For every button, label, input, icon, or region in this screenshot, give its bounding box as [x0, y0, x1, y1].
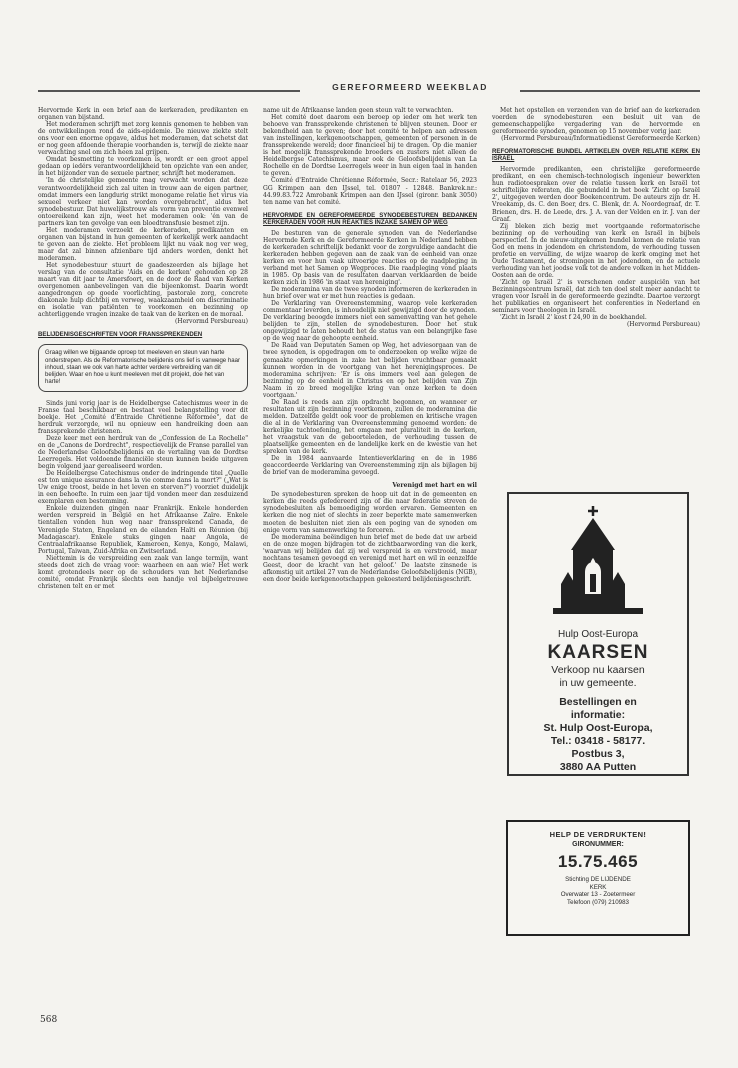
paragraph: Met het opstellen en verzenden van de brief aan de kerkeraden voerden de synodebesturen een besluit uit van de gemeenschappelijke vergadering van de hervormde en gereformeerde synoden, genomen op 15 november vorig jaar.	[492, 107, 700, 136]
paragraph: 'In de christelijke gemeente mag verwacht worden dat deze verantwoordelijkheid zich zal uiten in trouw aan de eigen partner, omdat immers een langdurig strikt monogame relatie het virus via sexueel verkeer niet kan worden overgebracht', aldus het synodebestuur. Dat huwelijkstrouw als vorm van preventie evenwel ontoereikend kan zijn, weet het moderamen ook: 'én van de partners kan ten gevolge van een bloedtransfusie besmet zijn.	[38, 177, 248, 227]
paragraph: Niettemin is de verspreiding een zaak van lange termijn, want steeds doet zich de vraag voor: waarheen en aan wie? Het werk komt grotendeels neer op de schouders van het Nederlandse comité, omdat Frankrijk slechts een handje vol bijbelgetrouwe christenen telt en er met	[38, 554, 248, 590]
ad-title: HELP DE VERDRUKTEN!	[549, 830, 647, 839]
masthead: GEREFORMEERD WEEKBLAD	[300, 82, 520, 92]
boxed-note	[38, 344, 248, 391]
header-rule-left	[38, 90, 300, 92]
paragraph: 'Zicht op Israël 2' is verschenen onder auspiciën van het Bezinningscentrum Israël, dat zich ten doel stelt meer aandacht te vragen voor Israël in de gereformeerde gezindte. Daartoe verzorgt het publikaties en organiseert het conferenties in Nederland en seminars voor theologen in Israël.	[492, 278, 700, 315]
ad-text-line: Bestellingen en	[559, 696, 637, 708]
subheading: Verenigd met hart en wil	[392, 482, 477, 490]
giro-number: 15.75.465	[557, 852, 639, 871]
byline: (Hervormd Persbureau)	[174, 318, 248, 326]
paragraph: Het synodebestuur stuurt de gaadeszeerden als bijlage het verslag van de consultatie 'Aids en de kerken' gehouden op 28 maart van dit jaar te Amersfoort, en de door de Raad van Kerken overgenomen aanbevelingen van die bijeenkomst. Daarin wordt aangedrongen op goede voorlichting, pastorale zorg, concrete diakonale hulp dichtbij en verweg, waakzaamheid om discriminatie en isolatie van patiënten te voorkomen en bezinning op achterliggende vragen inzake de taak van de kerken en de moraal.	[38, 262, 248, 319]
paragraph: name uit de Afrikaanse landen geen steun valt te verwachten.	[263, 107, 454, 114]
article-heading: REFORMATORISCHE BUNDEL ARTIKELEN OVER RELATIE KERK EN ISRAEL	[492, 148, 700, 163]
church-candle-icon	[543, 502, 653, 620]
paragraph: Comité d'Entraide Chrétienne Réformée, Secr.: Ratelaar 56, 2923 GG Krimpen aan den IJssel, tel. 01807 - 12848. Bankrek.nr.: 44.99.83.722 Amrobank Krimpen aan den IJssel (gironr. bank 3050) ten name van het comité.	[263, 177, 477, 206]
column-left	[38, 107, 248, 590]
ad-text-line: Stichting DE LIJDENDE	[565, 876, 631, 883]
page-number: 568	[40, 1015, 58, 1025]
ad-text-line: Overwater 13 - Zoetermeer	[560, 891, 636, 898]
paragraph: De moderamina van de twee synoden informeren de kerkeraden in hun brief over wat er met hun reacties is gedaan.	[263, 286, 477, 301]
paragraph: Omdat besmetting te voorkomen is, wordt er een groot appel gedaan op iedérs verantwoordelijkheid ten opzichte van een ander, in het bijzonder van de sexuele partner, schrijft het moderamen.	[38, 156, 248, 178]
ad-text-line: 3880 AA Putten	[559, 761, 637, 773]
ad-label: GIRONUMMER:	[572, 841, 624, 848]
paragraph: Hervormde predikanten, een christelijke gereformeerde predikant, en een chemisch-technologisch ingenieur bewerkten hun radiotoespraken over de relatie tussen kerk en Israël tot schriftelijke referaten, die gebundeld in het boek 'Zicht op Israël 2', uitgegeven werden door Boekencentrum. De auteurs zijn dr. H. Vreekamp, ds. C. den Boer, drs. C. Blenk, dr. A. Noordegraaf, dr. T. Brienen, drs. H. de Leede, drs. J. A. van der Velden en ir. J. van der Graaf.	[492, 166, 700, 223]
byline: (Hervormd Persbureau)	[626, 321, 700, 329]
column-right	[492, 107, 700, 328]
paragraph: Hervormde Kerk in een brief aan de kerkeraden, predikanten en organen van bijstand.	[38, 107, 248, 122]
ad-phone: Tel.: 03418 - 58177.	[550, 735, 646, 747]
paragraph: De Heidelbergse Catechismus onder de indringende titel „Quelle est ton unique assurance dans la vie comme dans la mort?" („Wat is Uw enige troost, beide in het leven en sterven?") voorziet duidelijk in een behoefte. In ruim een jaar tijd vonden meer dan zesduizend exemplaren een bestemming.	[38, 470, 248, 506]
paragraph: De in 1984 aanvaarde Intentieverklaring en de in 1986 geaccordeerde Verklaring van Overeenstemming zijn als bijlagen bij de brief van de moderamina gevoegd.	[263, 455, 477, 477]
ad-text-line: St. Hulp Oost-Europa,	[543, 722, 653, 734]
ad-text-line: Postbus 3,	[571, 748, 625, 760]
paragraph: De moderamina beëindigen hun brief met de bede dat uw arbeid en de onze mogen bijdragen tot de zichtbaarwording van die kerk, 'waarvan wij belijden dat zij wel verspreid is en verstrooid, maar nochtans tesamen gevoegd en verenigd met hart en wil in eenzelfde Geest, door de kracht van het geloof.' De laatste zinsnede is afkomstig uit artikel 27 van de Nederlandse Geloofsbelijdenis (NGB), een door beide kerkgenootschappen gekoesterd belijdenisgeschrift.	[263, 533, 477, 583]
paragraph: De besturen van de generale synoden van de Nederlandse Hervormde Kerk en de Gereformeerde Kerken in Nederland hebben de kerkeraden schriftelijk bedankt voor de zorgvuldige aandacht die kerkeraden hebben gegeven aan de zaak van de eenheid van onze kerken en voor hun vaak uitvoerige reacties op de raadpleging in verband met het Samen op Wegproces. Die raadpleging vond plaats in 1985. Op basis van de resultaten daarvan verklaarden de beide kerken zich in 1986 'in staat van hereniging'.	[263, 229, 477, 286]
paragraph: Het moderamen schrijft met zorg kennis genomen te hebben van de ontwikkelingen rond de aids-epidemie. De nieuwe ziekte stelt ons voor een enorme opgave, aldus het moderamen, dat schetst dat er nog geen afdoende therapie voorhanden is, terwijl de ziekte naar verwachting snel om zich heen zal grijpen.	[38, 121, 248, 157]
ad-organization: Hulp Oost-Europa	[557, 629, 639, 640]
giro-advertisement	[506, 820, 690, 936]
article-heading: HERVORMDE EN GEREFORMEERDE SYNODEBESTUREN BEDANKEN KERKERADEN VOOR HUN REAKTIES INZAKE SAMEN OP WEG	[263, 211, 477, 226]
boxed-note-text: Graag willen we bijgaande oproep tot meeleven en steun van harte onderstrepen. Als de Reformatorische belijdenis ons lief is vanwege haar inhoud, staan we ook van harte achter verdere verbreiding van dit belijden. Waar en hoe u kunt meeleven met dit projekt, doe het van harte!	[45, 350, 240, 385]
byline: (Hervormd Persbureau/Informatiedienst Gereformeerde Kerken)	[501, 135, 700, 143]
ad-text-line: KERK	[589, 883, 607, 891]
paragraph: 'Zicht in Israël 2' kost f 24,90 in de boekhandel.	[500, 314, 647, 322]
paragraph: De synodebesturen spreken de hoop uit dat in de gemeenten en kerken die reeds gefedereerd zijn of die naar federatie streven de synodebesluiten als bemoediging worden ervaren. Gemeenten en kerken die nog niet of slechts in zeer beperkte mate samenwerken moeten de besluiten niet zien als een poging van de synoden om enige vorm van samenwerking te forceren.	[263, 491, 477, 534]
paragraph: Zij bleken zich bezig met voortgaande reformatorische bezinning op de verhouding van kerk en Israël in bijbels perspectief. In de nieuw-uitgekomen bundel komen de relatie van God en mens in jodendom en christendom, de verhouding tussen profetie en vervulling, de wijze waarop de kerk omging met het Oude Testament, de stromingen in het jodendom, en de actuele verhouding van het joodse volk tot de andere volken in het Midden-Oosten aan de orde.	[492, 222, 700, 279]
ad-title: KAARSEN	[547, 642, 649, 663]
article-heading: BELIJDENISGESCHRIFTEN VOOR FRANSSPREKENDEN	[38, 331, 203, 339]
candles-advertisement	[507, 492, 689, 776]
paragraph: Het moderamen verzoekt de kerkeraden, predikanten en organen van bijstand in hun gemeenten of kerkelijk werk aandacht te geven aan de ziekte. Het probleem lijkt nu vaak nog ver weg, maar dat zal binnen afzienbare tijd anders worden, denkt het moderamen.	[38, 226, 248, 262]
paragraph: De Raad van Deputaten Samen op Weg, het adviesorgaan van de twee synoden, is opgedragen om te onderzoeken op welke wijze de gemaakte opmerkingen in zake het belijden vruchtbaar gemaakt kunnen worden in de voortgang van het herenigingsproces. De moderamina schrijven: 'Er is ons immers veel aan gelegen de bezinning op de eenheid in Christus en op het belijden van Zijn Naam in zo breed mogelijke kring van onze kerken te doen voortgaan.'	[263, 342, 477, 399]
paragraph: Deze keer met een herdruk van de „Confession de La Rochelle" en de „Canons de Dordrecht", respectievelijk de Franse parallel van de Nederlandse Geloofsbelijdenis en de vertaling van de Dordtse Leerregels. Het voldoende financiële steun kunnen beide uitgaven begin volgend jaar gerealiseerd worden.	[38, 434, 248, 471]
paragraph: De Verklaring van Overeenstemming, waarop vele kerkeraden commentaar leverden, is inhoudelijk niet gewijzigd door de synoden. De verklaring beoogde immers niet een samenvatting van het gehele belijden te zijn, stellen de synodebesturen. Door het stuk ongewijzigd te laten behoudt het de status van een belangrijke fase op de weg naar de gehoopte eenheid.	[263, 300, 477, 343]
ad-text-line: in uw gemeente.	[559, 677, 637, 689]
paragraph: Het comité doet daarom een beroep op ieder om het werk ten behoeve van franssprekende christenen te blijven steunen. Door er bekendheid aan te geven; door het comité te helpen aan adressen van instellingen, kerkgenootschappen, gemeenten of personen in de franssprekende wereld; door financieel bij te dragen. Op die manier is het mogelijk franssprekende broeders en zusters niet alleen de Heidelbergse Catechismus, maar ook de Geloofsbelijdenis van La Rochelle en de Dordtse Leerregels weer in hun eigen taal in handen te geven.	[263, 114, 477, 178]
ad-text-line: Verkoop nu kaarsen	[551, 664, 645, 676]
column-middle	[263, 107, 477, 583]
paragraph: De Raad is reeds aan zijn opdracht begonnen, en wanneer er resultaten uit zijn bezinning voortkomen, zullen de moderamina die melden. Datzelfde geldt ook voor de problemen en kritische vragen die al in de Verklaring van Overeenstemming genoemd worden: de kerkelijke tuchtoefening, het omgaan met pluraliteit in de kerken, het vraagstuk van de geboorteleden, de verhouding tussen de plaatselijke gemeenten en de landelijke kerk en de kwestie van het spreken van de kerk.	[263, 398, 477, 456]
paragraph: Sinds juni vorig jaar is de Heidelbergse Catechismus weer in de Franse taal beschikbaar en bestaat veel belangstelling voor dit boekje. Het „Comité d'Entraide Chrétienne Réformée", dat de herdruk verzorgde, wil nu opnieuw een handreiking doen aan franssprekende christenen.	[38, 399, 248, 435]
ad-text-line: informatie:	[570, 709, 626, 721]
header-rule-right	[520, 90, 700, 92]
ad-phone: Telefoon (079) 210983	[567, 898, 629, 906]
paragraph: Enkele duizenden gingen naar Frankrijk. Enkele honderden werden verspreid in België en het Afrikaanse Zaïre. Enkele tientallen vonden hun weg naar franssprekend Canada, de Verenigde Staten, Engeland en de eilanden Haïti en Réunion (bij Madagascar). Enkele stuks gingen naar Angola, de Centraalafrikaanse Republiek, Kameroen, Kenya, Kongo, Malawi, Portugal, Taiwan, Zuid-Afrika en Zwitserland.	[38, 505, 248, 555]
